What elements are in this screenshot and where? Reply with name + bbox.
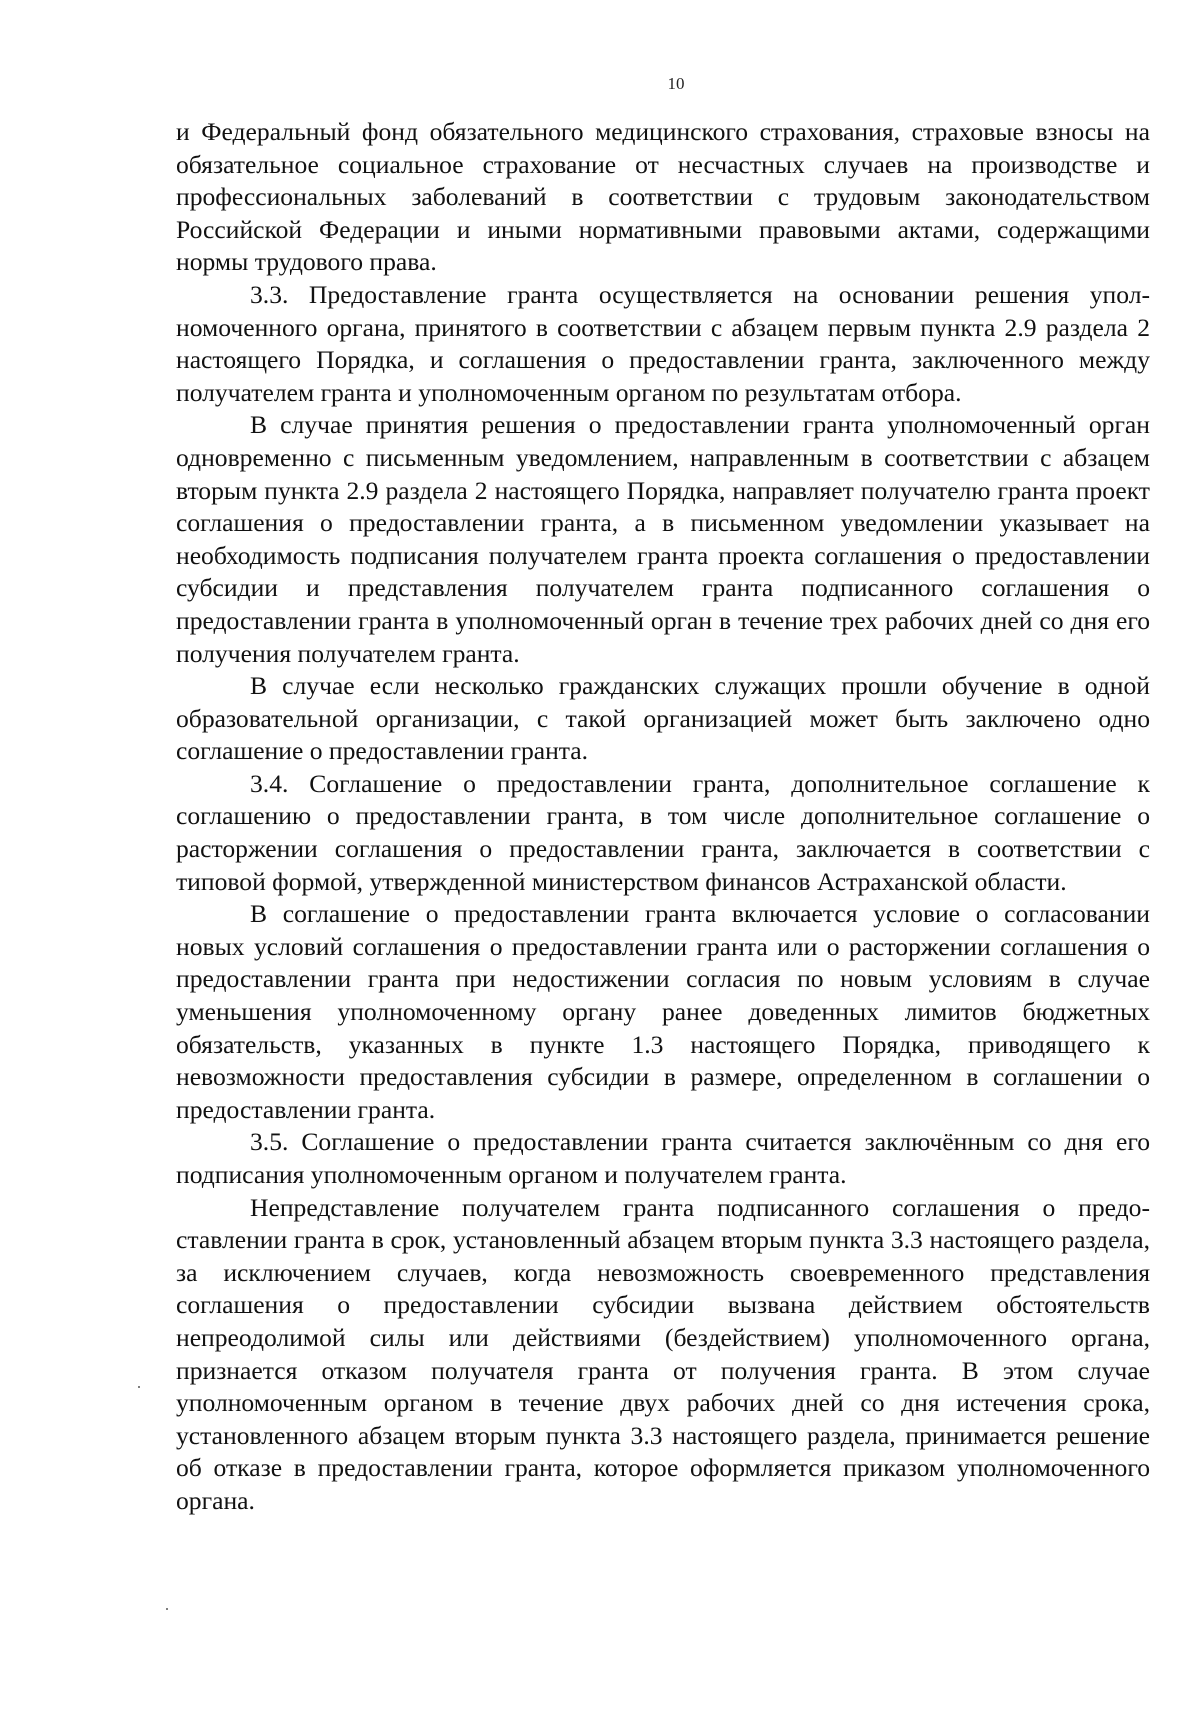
paragraph-3-3: 3.3. Предоставление гранта осуществляется на основании решения уполномоченного органа, принятого в соответствии с абзацем первым пункта 2.9 раздела 2 настоящего Порядка, и соглашения о предоставлении гранта, заключенного между получателем гранта и уполномоченным органом по результатам отбора.	[176, 279, 1150, 407]
paragraph-3-4: 3.4. Соглашение о предоставлении гранта, дополнительное соглашение к соглашению о предоставлении гранта, в том числе дополнительное соглашение о расторжении соглашения о предоставлении гранта, заключается в соответствии с типовой формой, утвержденной министерством финансов Астраханской области.	[176, 768, 1150, 896]
paragraph-continuation: и Федеральный фонд обязательного медицинского страхования, страховые взносы на обязательное социальное страхование от несчастных случаев на производстве и профессиональных заболеваний в соответствии с трудовым законодательством Российской Федерации и иными нормативными правовыми актами, содержащими нормы трудового права.	[176, 117, 1150, 277]
scan-speck	[166, 1608, 168, 1610]
document-body	[176, 116, 1150, 1518]
paragraph-agreement-procedure: В случае принятия решения о предоставлении гранта уполномоченный орган одновременно с письменным уведомлением, направленным в соответствии с абзацем вторым пункта 2.9 раздела 2 настоящего Порядка, направляет получателю гранта проект соглашения о предоставлении гранта, а в письменном уведомлении указывает на необходимость подписания получателем гранта проекта соглашения о предоставлении субсидии и представления получателем гранта подписанного соглашения о предоставлении гранта в уполномоченный орган в течение трех рабочих дней со дня его получения получателем гранта.	[176, 410, 1150, 668]
paragraph-3-5: 3.5. Соглашение о предоставлении гранта считается заключённым со дня его подписания уполномоченным органом и получателем гранта.	[176, 1127, 1150, 1189]
page-number: 10	[667, 74, 685, 93]
scan-speck	[138, 1386, 140, 1388]
paragraph-agreement-conditions: В соглашение о предоставлении гранта включается условие о согласовании новых условий соглашения о предоставлении гранта или о расторжении соглашения о предоставлении гранта при недостижении согласия по новым условиям в случае уменьшения уполномоченному органу ранее доведенных лимитов бюджетных обязательств, указанных в пункте 1.3 настоящего Порядка, приводящего к невозможности предоставления субсидии в размере, определенном в соглашении о предоставлении гранта.	[176, 899, 1150, 1124]
paragraph-multiple-employees: В случае если несколько гражданских служащих прошли обучение в одной образовательной организации, с такой организацией может быть заключено одно соглашение о предоставлении гранта.	[176, 671, 1150, 766]
paragraph-non-submission: Непредставление получателем гранта подписанного соглашения о предоставлении гранта в срок, установленный абзацем вторым пункта 3.3 настоящего раздела, за исключением случаев, когда невозможность своевременного представления соглашения о предоставлении субсидии вызвана действием обстоятельств непреодолимой силы или действиями (бездействием) уполномоченного органа, признается отказом получателя гранта от получения гранта. В этом случае уполномоченным органом в течение двух рабочих дней со дня истечения срока, установленного абзацем вторым пункта 3.3 настоящего раздела, принимается решение об отказе в предоставлении гранта, которое оформляется приказом уполномоченного органа.	[176, 1192, 1150, 1515]
